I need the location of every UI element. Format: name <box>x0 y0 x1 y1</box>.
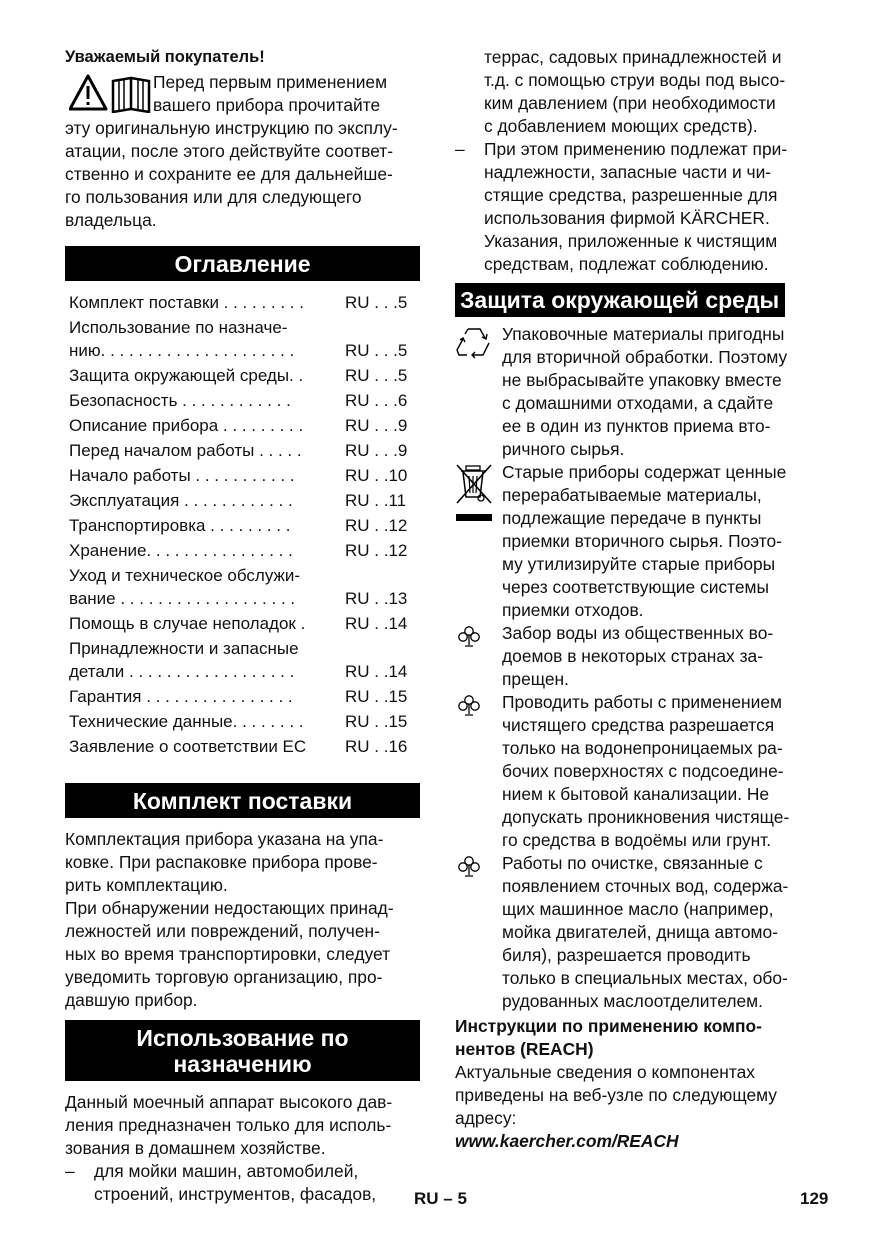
delivery-paragraph <box>65 828 420 1012</box>
text-line: ким давлением (при необходимости <box>484 93 776 113</box>
text-line: через соответствующие системы <box>502 577 770 597</box>
toc-item-page: RU . .11 <box>345 491 407 510</box>
text-line: т.д. с помощью струи воды под высо- <box>484 70 786 90</box>
toc-item[interactable] <box>69 637 417 683</box>
text-line: эту оригинальную инструкцию по эксплу- <box>65 118 398 138</box>
crossed-bin-icon <box>455 463 495 523</box>
toc-item-title: Безопасность . . . . . . . . . . . . <box>69 391 291 410</box>
usage-list-item <box>455 138 810 276</box>
toc-item-title: Использование по назначе- <box>69 318 288 337</box>
text-line: Забор воды из общественных во- <box>502 623 774 643</box>
usage-heading-line: назначению <box>173 1051 312 1077</box>
toc-item-page: RU . .14 <box>345 662 408 681</box>
text-line: бочих поверхностях с подсоедине- <box>502 761 784 781</box>
text-line: перерабатываемые материалы, <box>502 485 762 505</box>
text-line: средствам, подлежат соблюдению. <box>484 254 769 274</box>
toc-item-title: Помощь в случае неполадок . <box>69 614 306 633</box>
text-line: с добавлением моющих средств). <box>484 116 758 136</box>
toc-item-title: Описание прибора . . . . . . . . . <box>69 416 304 435</box>
text-line: с домашними отходами, а сдайте <box>502 393 774 413</box>
toc-item-title: Принадлежности и запасные <box>69 639 299 658</box>
text-line: ления предназначен только для исполь- <box>65 1115 392 1135</box>
toc-item[interactable] <box>69 316 417 362</box>
toc-item-page: RU . . .5 <box>345 293 408 312</box>
text-line: строений, инструментов, фасадов, <box>94 1184 377 1204</box>
text-line: использования фирмой KÄRCHER. <box>484 208 770 228</box>
text-line: му утилизируйте старые приборы <box>502 554 776 574</box>
text-line: биля), разрешается проводить <box>502 945 751 965</box>
text-line: Перед первым применением <box>153 72 388 92</box>
text-line: Упаковочные материалы пригодны <box>502 324 785 344</box>
toc-item-page: RU . .15 <box>345 712 408 731</box>
text-line: Комплектация прибора указана на упа- <box>65 829 384 849</box>
text-line: адресу: <box>455 1108 517 1128</box>
toc-heading: Оглавление <box>65 246 420 281</box>
environment-item <box>455 691 810 852</box>
toc-item-title: нию. . . . . . . . . . . . . . . . . . . . . <box>69 341 295 360</box>
reach-link[interactable]: www.kaercher.com/REACH <box>455 1131 679 1151</box>
toc-item[interactable] <box>69 710 417 733</box>
toc-item[interactable] <box>69 364 417 387</box>
toc-item-page: RU . . .5 <box>345 341 408 360</box>
table-of-contents <box>69 291 417 758</box>
reach-title-line: нентов (REACH) <box>455 1039 594 1059</box>
text-line: При этом применению подлежат при- <box>484 139 788 159</box>
usage-heading-line: Использование по <box>136 1025 349 1051</box>
toc-item[interactable] <box>69 414 417 437</box>
recycling-icon <box>455 325 493 361</box>
toc-item-title: Уход и техническое обслужи- <box>69 566 301 585</box>
toc-item-page: RU . .10 <box>345 466 408 485</box>
text-line: При обнаружении недостающих принад- <box>65 898 394 918</box>
toc-item[interactable] <box>69 439 417 462</box>
text-line: нием к бытовой канализации. Не <box>502 784 770 804</box>
text-line: Указания, приложенные к чистящим <box>484 231 778 251</box>
text-line: приемки отходов. <box>502 600 644 620</box>
toc-item-title: Заявление о соответствии ЕС <box>69 737 307 756</box>
text-line: Данный моечный аппарат высокого дав- <box>65 1092 393 1112</box>
usage-paragraph <box>65 1091 420 1160</box>
toc-item[interactable] <box>69 564 417 610</box>
toc-item[interactable] <box>69 612 417 635</box>
toc-item[interactable] <box>69 489 417 512</box>
toc-item-page: RU . .12 <box>345 541 408 560</box>
text-line: уведомить торговую организацию, про- <box>65 967 383 987</box>
toc-item[interactable] <box>69 539 417 562</box>
text-line: владельца. <box>65 210 157 230</box>
usage-heading <box>65 1020 420 1081</box>
toc-item[interactable] <box>69 291 417 314</box>
dash-bullet: – <box>65 1161 75 1181</box>
environment-item <box>455 852 810 1013</box>
toc-item-page: RU . .16 <box>345 737 408 756</box>
toc-item[interactable] <box>69 389 417 412</box>
environment-icon <box>457 694 481 718</box>
text-line: рить комплектацию. <box>65 875 228 895</box>
toc-item[interactable] <box>69 464 417 487</box>
text-line: появлением сточных вод, содержа- <box>502 876 789 896</box>
toc-item-page: RU . . .6 <box>345 391 408 410</box>
usage-list-item-continued <box>455 46 810 138</box>
text-line: лежностей или повреждений, получен- <box>65 921 380 941</box>
text-line: Старые приборы содержат ценные <box>502 462 787 482</box>
text-line: Работы по очистке, связанные с <box>502 853 763 873</box>
text-line: для вторичной обработки. Поэтому <box>502 347 788 367</box>
intro-title: Уважаемый покупатель! <box>65 48 265 66</box>
environment-item <box>455 323 810 461</box>
left-column <box>65 46 420 1206</box>
footer-page-number: 129 <box>800 1189 829 1208</box>
text-line: приемки вторичного сырья. Поэто- <box>502 531 782 551</box>
text-line: террас, садовых принадлежностей и <box>484 47 782 67</box>
toc-item-title: Транспортировка . . . . . . . . . <box>69 516 291 535</box>
toc-item-title: Эксплуатация . . . . . . . . . . . . <box>69 491 293 510</box>
text-line: го пользования или для следующего <box>65 187 362 207</box>
text-line: ственно и сохраните ее для дальнейше- <box>65 164 393 184</box>
text-line: только на водонепроницаемых ра- <box>502 738 783 758</box>
reach-title-line: Инструкции по применению компо- <box>455 1016 762 1036</box>
text-line: го средства в водоёмы или грунт. <box>502 830 772 850</box>
text-line: зования в домашнем хозяйстве. <box>65 1138 326 1158</box>
toc-item-title: Перед началом работы . . . . . <box>69 441 302 460</box>
text-line: атации, после этого действуйте соответ- <box>65 141 394 161</box>
toc-item-title: Начало работы . . . . . . . . . . . <box>69 466 295 485</box>
toc-item-page: RU . .14 <box>345 614 408 633</box>
text-line: ее в один из пунктов приема вто- <box>502 416 771 436</box>
text-line: для мойки машин, автомобилей, <box>94 1161 359 1181</box>
toc-item-title: Гарантия . . . . . . . . . . . . . . . . <box>69 687 293 706</box>
toc-item-title: вание . . . . . . . . . . . . . . . . . . . <box>69 589 296 608</box>
text-line: щих машинное масло (например, <box>502 899 774 919</box>
text-line: ковке. При распаковке прибора прове- <box>65 852 378 872</box>
intro-block <box>65 71 420 232</box>
toc-item-page: RU . . .5 <box>345 366 408 385</box>
toc-item-title: Комплект поставки . . . . . . . . . <box>69 293 304 312</box>
text-line: мойка двигателей, днища автомо- <box>502 922 778 942</box>
toc-item-title: Технические данные. . . . . . . . <box>69 712 304 731</box>
environment-icon <box>457 625 481 649</box>
environment-heading: Защита окружающей среды <box>455 283 785 317</box>
toc-item-title: Хранение. . . . . . . . . . . . . . . . <box>69 541 293 560</box>
reach-paragraph <box>455 1061 810 1153</box>
text-line: вашего прибора прочитайте <box>153 95 381 115</box>
toc-item-page: RU . . .9 <box>345 416 408 435</box>
toc-item-title: Защита окружающей среды. . <box>69 366 304 385</box>
text-line: чистящего средства разрешается <box>502 715 775 735</box>
reach-title <box>455 1015 810 1061</box>
text-line: ричного сырья. <box>502 439 625 459</box>
environment-icon <box>457 855 481 879</box>
usage-list-item <box>65 1160 420 1206</box>
toc-item[interactable] <box>69 514 417 537</box>
text-line: приведены на веб-узле по следующему <box>455 1085 777 1105</box>
text-line: ных во время транспортировки, следует <box>65 944 391 964</box>
text-line: стящие средства, разрешенные для <box>484 185 778 205</box>
environment-item <box>455 622 810 691</box>
text-line: подлежащие передаче в пункты <box>502 508 762 528</box>
text-line: прещен. <box>502 669 569 689</box>
toc-item-page: RU . .12 <box>345 516 408 535</box>
text-line: допускать проникновения чистяще- <box>502 807 790 827</box>
text-line: только в специальных местах, обо- <box>502 968 788 988</box>
text-line: надлежности, запасные части и чи- <box>484 162 772 182</box>
warning-manual-icon <box>69 73 153 113</box>
text-line: Актуальные сведения о компонентах <box>455 1062 756 1082</box>
text-line: рудованных маслоотделителем. <box>502 991 763 1011</box>
dash-bullet: – <box>455 139 465 159</box>
toc-item-page: RU . . .9 <box>345 441 408 460</box>
toc-item[interactable] <box>69 685 417 708</box>
text-line: доемов в некоторых странах за- <box>502 646 764 666</box>
right-column <box>455 46 810 1153</box>
footer-section-page: RU – 5 <box>414 1189 467 1208</box>
text-line: не выбрасывайте упаковку вместе <box>502 370 782 390</box>
toc-item-page: RU . .15 <box>345 687 408 706</box>
text-line: давшую прибор. <box>65 990 198 1010</box>
toc-item-page: RU . .13 <box>345 589 408 608</box>
environment-item <box>455 461 810 622</box>
toc-item[interactable] <box>69 735 417 758</box>
delivery-heading: Комплект поставки <box>65 783 420 818</box>
toc-item-title: детали . . . . . . . . . . . . . . . . . . <box>69 662 295 681</box>
text-line: Проводить работы с применением <box>502 692 782 712</box>
